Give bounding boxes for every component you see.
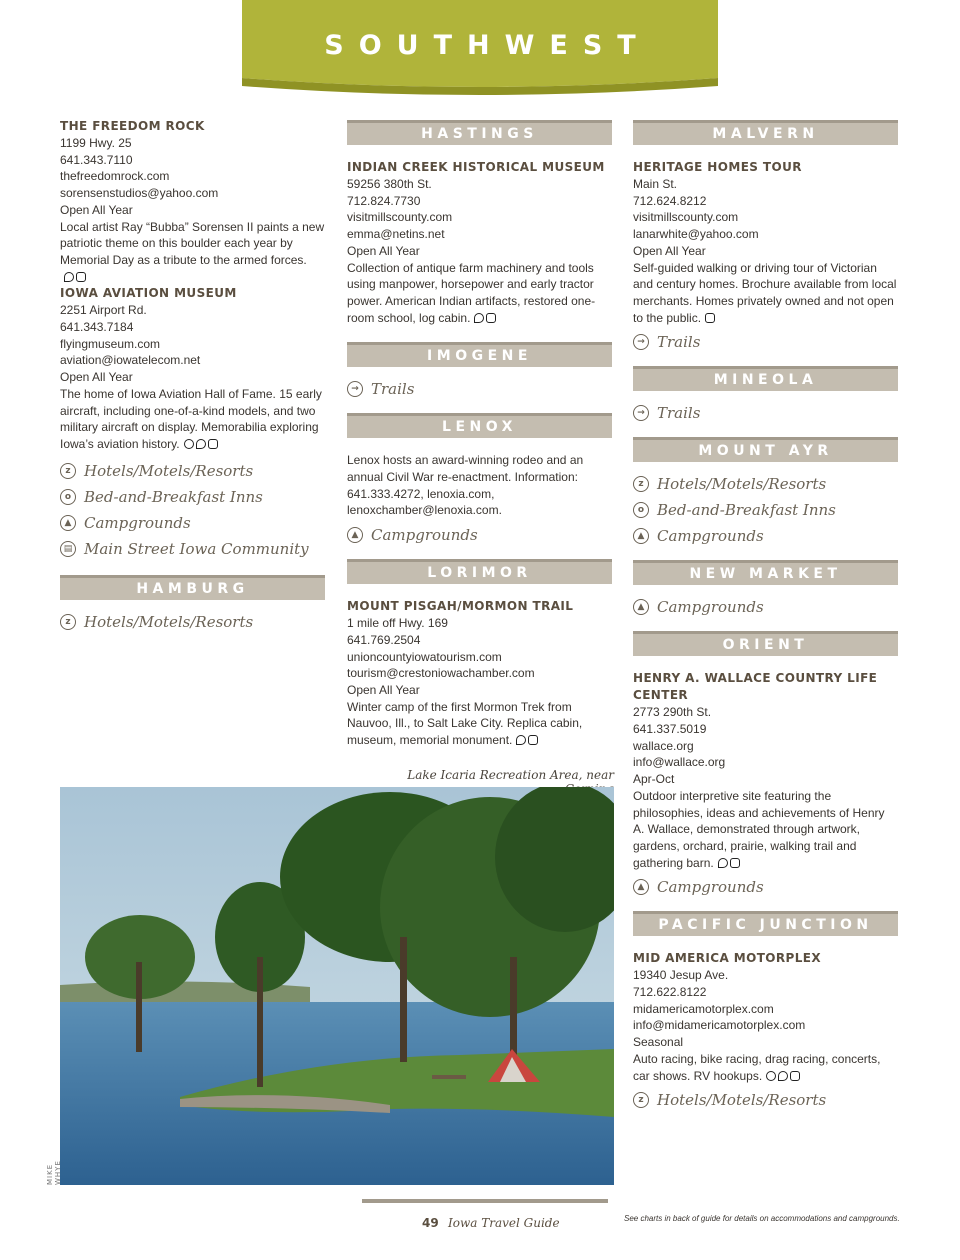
website-link[interactable]: wallace.org <box>633 738 694 753</box>
lake-scene <box>60 787 614 1185</box>
description <box>60 219 325 286</box>
column-3 <box>633 118 898 1112</box>
link-campgrounds[interactable] <box>633 595 898 619</box>
link-list <box>60 459 325 561</box>
address: 1 mile off Hwy. 169 <box>347 616 448 631</box>
listing-title: THE FREEDOM ROCK <box>60 119 205 133</box>
motorcoach-icon <box>208 439 218 449</box>
accessible-icon <box>474 313 484 323</box>
accessible-icon <box>778 1071 788 1081</box>
lenox-intro: Lenox hosts an award-winning rodeo and an annual Civil War re-enactment. Information: 641.333.4272, lenoxia.com, lenoxchamber@lenoxia.com. <box>347 453 584 518</box>
website-link[interactable]: midamericamotorplex.com <box>633 1001 774 1016</box>
page-title: SOUTHWEST <box>324 30 651 61</box>
season: Open All Year <box>347 682 420 697</box>
link-trails[interactable] <box>633 330 898 354</box>
website-link[interactable]: flyingmuseum.com <box>60 336 161 351</box>
phone: 641.343.7110 <box>60 152 133 167</box>
address: Main St. <box>633 177 678 191</box>
motorcoach-icon <box>705 313 715 323</box>
email-link[interactable]: tourism@crestoniowachamber.com <box>347 666 535 681</box>
listing-heritage-homes <box>633 159 898 326</box>
listing-mid-america-motorplex <box>633 950 898 1084</box>
link-label: Hotels/Motels/Resorts <box>84 461 254 480</box>
footer-rule <box>362 1199 608 1203</box>
listing-title: MOUNT PISGAH/MORMON TRAIL <box>347 599 574 614</box>
phone: 712.624.8212 <box>633 193 707 208</box>
listing-iowa-aviation <box>60 285 325 452</box>
season: Open All Year <box>347 243 420 258</box>
email-link[interactable]: emma@netins.net <box>347 227 445 242</box>
description-text: Winter camp of the first Mormon Trek from Nauvoo, Ill., to Salt Lake City. Replica cabin, museum, memorial monument. <box>347 699 583 748</box>
amenity-icons <box>514 732 538 749</box>
tent-icon: ▲ <box>633 528 649 544</box>
link-label: Trails <box>371 380 415 399</box>
listing-title: HENRY A. WALLACE COUNTRY LIFE CENTER <box>633 671 878 703</box>
address: 2773 290th St. <box>633 705 712 720</box>
accessible-icon <box>196 439 206 449</box>
website-link[interactable]: thefreedomrock.com <box>60 169 170 184</box>
section-heading-hastings: HASTINGS <box>347 120 612 145</box>
section-heading-lorimor: LORIMOR <box>347 559 612 584</box>
link-hotels[interactable] <box>60 610 325 634</box>
header-banner <box>242 0 718 98</box>
guide-title: Iowa Travel Guide <box>448 1216 560 1230</box>
column-1 <box>60 118 325 634</box>
hotel-icon: z <box>60 614 76 630</box>
description <box>347 699 612 749</box>
link-label: Campgrounds <box>657 878 764 897</box>
link-label: Campgrounds <box>657 527 764 546</box>
amenity-icons <box>472 310 496 327</box>
website-link[interactable]: visitmillscounty.com <box>347 210 453 225</box>
description-text: Collection of antique farm machinery and tools using manpower, horsepower and early tractor power. American Indian artifacts, restored one-room school, log cabin. <box>347 260 596 325</box>
link-campgrounds[interactable] <box>60 511 325 535</box>
link-campgrounds[interactable] <box>633 524 898 548</box>
tent-icon: ▲ <box>347 527 363 543</box>
link-trails[interactable] <box>347 377 612 401</box>
motorcoach-icon <box>790 1071 800 1081</box>
link-bed-and-breakfast[interactable] <box>633 498 898 522</box>
listing-title: INDIAN CREEK HISTORICAL MUSEUM <box>347 160 605 174</box>
link-hotels[interactable] <box>633 1088 898 1112</box>
link-bed-and-breakfast[interactable] <box>60 485 325 509</box>
link-hotels[interactable] <box>633 472 898 496</box>
section-heading-pacific-junction: PACIFIC JUNCTION <box>633 911 898 936</box>
motorcoach-icon <box>486 313 496 323</box>
address: 19340 Jesup Ave. <box>633 968 729 983</box>
description <box>60 386 325 453</box>
amenity-icons <box>182 436 218 453</box>
description <box>633 788 898 872</box>
motorcoach-icon <box>76 272 86 282</box>
season: Apr-Oct <box>633 772 675 787</box>
section-heading-hamburg: HAMBURG <box>60 575 325 600</box>
link-label: Campgrounds <box>657 598 764 617</box>
motorcoach-icon <box>528 735 538 745</box>
description <box>633 1051 898 1084</box>
photo-caption: Lake Icaria Recreation Area, near <box>407 768 614 782</box>
listing-title: IOWA AVIATION MUSEUM <box>60 286 237 301</box>
accessible-icon <box>718 858 728 868</box>
section-heading-orient: ORIENT <box>633 631 898 656</box>
listing-indian-creek <box>347 159 612 326</box>
link-campgrounds[interactable] <box>347 523 612 547</box>
section-heading-malvern: MALVERN <box>633 120 898 145</box>
link-label: Bed-and-Breakfast Inns <box>657 501 836 520</box>
email-link[interactable]: info@wallace.org <box>633 755 726 770</box>
motorcoach-icon <box>730 858 740 868</box>
amenity-icons <box>716 855 740 872</box>
link-campgrounds[interactable] <box>633 875 898 899</box>
description-text: Self-guided walking or driving tour of Victorian and century homes. Brochure available from local merchants. Homes privately owned and not open to the public. <box>633 260 897 325</box>
listing-wallace-center <box>633 670 898 871</box>
description-text: Auto racing, bike racing, drag racing, concerts, car shows. RV hookups. <box>633 1051 881 1083</box>
section-heading-mineola: MINEOLA <box>633 366 898 391</box>
season: Open All Year <box>60 202 133 217</box>
link-label: Campgrounds <box>371 526 478 545</box>
phone: 641.343.7184 <box>60 320 134 335</box>
link-label: Trails <box>657 333 701 352</box>
page-number: 49 <box>422 1216 439 1230</box>
key-icon: o <box>60 489 76 505</box>
storefront-icon: ▤ <box>60 541 76 557</box>
tent-icon: ▲ <box>60 515 76 531</box>
description-text: The home of Iowa Aviation Hall of Fame. 15 early aircraft, including one-of-a-kind models, and two military aircraft on display. Memorabilia exploring Iowa’s aviation history. <box>60 386 322 451</box>
trail-icon: → <box>633 334 649 350</box>
hotel-icon: z <box>60 463 76 479</box>
phone: 641.769.2504 <box>347 632 421 647</box>
section-heading-lenox: LENOX <box>347 413 612 438</box>
phone: 712.622.8122 <box>633 985 707 1000</box>
listing-title: MID AMERICA MOTORPLEX <box>633 951 822 966</box>
listing-mount-pisgah <box>347 598 612 749</box>
amenity-icons <box>703 310 715 327</box>
link-label: Campgrounds <box>84 513 191 532</box>
column-2 <box>347 118 612 749</box>
amenity-icons <box>764 1068 800 1085</box>
spanish-icon <box>184 439 194 449</box>
accessible-icon <box>64 272 74 282</box>
lake-photo <box>60 787 614 1185</box>
listing-title: HERITAGE HOMES TOUR <box>633 160 802 174</box>
link-trails[interactable] <box>633 401 898 425</box>
email-link[interactable]: aviation@iowatelecom.net <box>60 353 201 368</box>
email-link[interactable]: sorensenstudios@yahoo.com <box>60 186 219 201</box>
link-label: Trails <box>657 404 701 423</box>
tent-icon: ▲ <box>633 599 649 615</box>
link-label: Hotels/Motels/Resorts <box>657 475 827 494</box>
address: 2251 Airport Rd. <box>60 303 147 318</box>
section-heading-new-market: NEW MARKET <box>633 560 898 585</box>
hotel-icon: z <box>633 1092 649 1108</box>
phone: 712.824.7730 <box>347 193 421 208</box>
email-link[interactable]: info@midamericamotorplex.com <box>633 1018 806 1033</box>
description <box>633 260 898 327</box>
season: Open All Year <box>60 370 133 385</box>
tent-icon: ▲ <box>633 879 649 895</box>
section-heading-mount-ayr: MOUNT AYR <box>633 437 898 462</box>
description <box>347 260 612 327</box>
season: Open All Year <box>633 243 706 258</box>
email-link[interactable]: lanarwhite@yahoo.com <box>633 227 759 242</box>
description-text: Outdoor interpretive site featuring the philosophies, ideas and achievements of Henry A. Wallace, demonstrated through artwork, gardens, orchard, prairie, walking trail and gathering barn. <box>633 788 885 870</box>
link-label: Bed-and-Breakfast Inns <box>84 487 263 506</box>
key-icon: o <box>633 502 649 518</box>
address: 59256 380th St. <box>347 177 432 191</box>
link-label: Hotels/Motels/Resorts <box>657 1091 827 1110</box>
spanish-icon <box>766 1071 776 1081</box>
photo-credit: MIKE WHYE <box>46 1160 62 1185</box>
link-hotels[interactable] <box>60 459 325 483</box>
footer-note: See charts in back of guide for details on accommodations and campgrounds. <box>624 1214 900 1223</box>
listing-freedom-rock <box>60 118 325 285</box>
link-main-street[interactable] <box>60 537 325 561</box>
section-heading-imogene: IMOGENE <box>347 342 612 367</box>
link-label: Main Street Iowa Community <box>84 539 309 558</box>
website-link[interactable]: unioncountyiowatourism.com <box>347 649 502 664</box>
address: 1199 Hwy. 25 <box>60 136 132 150</box>
accessible-icon <box>516 735 526 745</box>
amenity-icons <box>62 269 86 286</box>
phone: 641.337.5019 <box>633 722 707 737</box>
description-text: Local artist Ray “Bubba” Sorensen II paints a new patriotic theme on this boulder each year by Memorial Day as a tribute to the armed forces. <box>60 219 325 267</box>
trail-icon: → <box>347 381 363 397</box>
trail-icon: → <box>633 405 649 421</box>
season: Seasonal <box>633 1035 684 1050</box>
website-link[interactable]: visitmillscounty.com <box>633 210 739 225</box>
link-label: Hotels/Motels/Resorts <box>84 612 254 631</box>
hotel-icon: z <box>633 476 649 492</box>
